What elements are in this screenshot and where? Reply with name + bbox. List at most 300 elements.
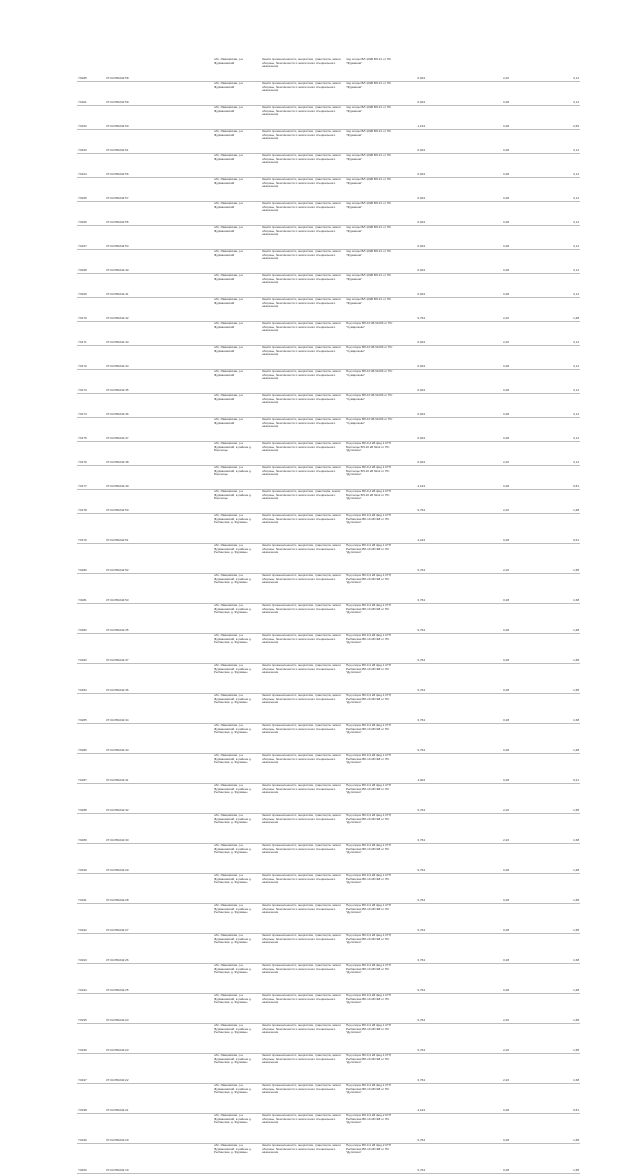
- cadastral-number-cell: 37:04:050242:41: [105, 274, 155, 298]
- rate-cell: 0,28: [484, 844, 510, 874]
- location-cell: обл. Ивановская, р-н Фурмановский, в районе д. Рыбинская, д. Фурманы: [213, 1144, 261, 1174]
- permitted-use-cell: Под опоры ВЛ-0,4 кВ фид.1 КТП Рыбинская ВЛ-10 кВ №8 от ПС "Дуляпино": [345, 724, 401, 754]
- land-category-cell: Земли промышленности, энергетики, транспорта, земли обороны, безопасности и земли иного специального назначения: [261, 724, 345, 754]
- table-row: [77, 370, 580, 394]
- row-number-cell: Y0192: [77, 904, 105, 934]
- area-cell: 0,004: [401, 82, 426, 106]
- row-number-cell: Y0191: [77, 874, 105, 904]
- row-number-cell: Y0183: [77, 634, 105, 664]
- spacer-cell: [155, 904, 213, 934]
- area-cell: 0,004: [401, 442, 426, 466]
- rate-cell: 2,20: [484, 1024, 510, 1054]
- cadastral-number-cell: 37:04:050242:55: [105, 202, 155, 226]
- row-number-cell: Y0177: [77, 466, 105, 490]
- area-cell: 0,764: [401, 934, 426, 964]
- cadastral-number-cell: 37:04:050242:56: [105, 154, 155, 178]
- area-cell: 0,764: [401, 1054, 426, 1084]
- spacer-cell: [426, 844, 484, 874]
- location-cell: обл. Ивановская, р-н Фурмановский, в районе д. Рыбинская, д. Фурманы: [213, 754, 261, 784]
- spacer-cell: [155, 664, 213, 694]
- land-category-cell: Земли промышленности, энергетики, транспорта, земли обороны, безопасности и земли иного специального назначения: [261, 994, 345, 1024]
- cadastral-number-cell: 37:04:050242:52: [105, 544, 155, 574]
- spacer-cell: [426, 58, 484, 82]
- spacer-cell: [510, 154, 556, 178]
- rate-cell: 0,28: [484, 1114, 510, 1144]
- permitted-use-cell: Под опоры ВЛ-0,4 кВ фид.1 КТП Рыбинская ВЛ-10 кВ №8 от ПС "Дуляпино": [345, 694, 401, 724]
- spacer-cell: [155, 1024, 213, 1054]
- land-category-cell: Земли промышленности, энергетики, транспорта, земли обороны, безопасности и земли иного специального назначения: [261, 178, 345, 202]
- spacer-cell: [426, 994, 484, 1024]
- spacer-cell: [426, 1144, 484, 1174]
- row-number-cell: Y0198: [77, 1084, 105, 1114]
- row-number-cell: Y0187: [77, 754, 105, 784]
- row-number-cell: Y0182: [77, 604, 105, 634]
- rate-cell: 2,20: [484, 1054, 510, 1084]
- cadastral-number-cell: 37:04:050242:57: [105, 178, 155, 202]
- spacer-cell: [155, 106, 213, 130]
- spacer-cell: [510, 322, 556, 346]
- amount-cell: 1,68: [556, 904, 580, 934]
- row-number-cell: Y0195: [77, 994, 105, 1024]
- permitted-use-cell: Под опоры ВЛ-0,4 кВ фид.1 КТП Рыбинская ВЛ-10 кВ №8 от ПС "Дуляпино": [345, 844, 401, 874]
- cadastral-number-cell: 37:04:050242:61: [105, 130, 155, 154]
- spacer-cell: [510, 934, 556, 964]
- table-row: [77, 604, 580, 634]
- row-number-cell: Y0193: [77, 934, 105, 964]
- area-cell: 1,164: [401, 106, 426, 130]
- area-cell: 0,764: [401, 1144, 426, 1174]
- spacer-cell: [426, 1024, 484, 1054]
- table-row: [77, 664, 580, 694]
- cadastral-number-cell: 37:04:050242:35: [105, 604, 155, 634]
- spacer-cell: [426, 490, 484, 514]
- area-cell: 4,164: [401, 1084, 426, 1114]
- spacer-cell: [426, 394, 484, 418]
- spacer-cell: [426, 754, 484, 784]
- land-category-cell: Земли промышленности, энергетики, транспорта, земли обороны, безопасности и земли иного специального назначения: [261, 1144, 345, 1174]
- row-number-cell: Y0171: [77, 322, 105, 346]
- spacer-cell: [426, 106, 484, 130]
- spacer-cell: [510, 574, 556, 604]
- row-number-cell: Y0170: [77, 298, 105, 322]
- area-cell: 0,004: [401, 58, 426, 82]
- land-category-cell: Земли промышленности, энергетики, транспорта, земли обороны, безопасности и земли иного специального назначения: [261, 106, 345, 130]
- area-cell: 0,004: [401, 202, 426, 226]
- cadastral-number-cell: 37:04:050242:33: [105, 724, 155, 754]
- permitted-use-cell: под опоры ВЛ-10кВ ВЛ-21 от ПС "Фурманов": [345, 106, 401, 130]
- spacer-cell: [510, 1144, 556, 1174]
- row-number-cell: Y0200: [77, 1144, 105, 1174]
- spacer-cell: [155, 814, 213, 844]
- spacer-cell: [510, 106, 556, 130]
- rate-cell: 2,20: [484, 298, 510, 322]
- spacer-cell: [155, 490, 213, 514]
- cadastral-number-cell: 37:04:050242:31: [105, 754, 155, 784]
- permitted-use-cell: под опоры ВЛ-10кВ ВЛ-21 от ПС "Фурманов": [345, 250, 401, 274]
- table-row: [77, 322, 580, 346]
- area-cell: 0,764: [401, 724, 426, 754]
- area-cell: 0,764: [401, 814, 426, 844]
- cadastral-number-cell: 37:04:050242:28: [105, 874, 155, 904]
- land-category-cell: Земли промышленности, энергетики, транспорта, земли обороны, безопасности и земли иного специального назначения: [261, 1024, 345, 1054]
- cadastral-number-cell: 37:04:050242:23: [105, 1024, 155, 1054]
- cadastral-number-cell: 37:04:050242:54: [105, 226, 155, 250]
- cadastral-number-cell: 37:04:050242:43: [105, 322, 155, 346]
- row-number-cell: Y0188: [77, 784, 105, 814]
- row-number-cell: Y0185: [77, 58, 105, 82]
- area-cell: 0,764: [401, 874, 426, 904]
- spacer-cell: [510, 814, 556, 844]
- spacer-cell: [155, 226, 213, 250]
- location-cell: обл. Ивановская, р-н Фурмановский, в районе д. Рыбинская, д. Фурманы: [213, 544, 261, 574]
- permitted-use-cell: Под опоры ВЛ-0,4 кВ фид.1 КТП Рыбинская ВЛ-10 кВ №8 от ПС "Дуляпино": [345, 814, 401, 844]
- land-category-cell: Земли промышленности, энергетики, транспорta, земли обороны, безопасности и земли иного специального назначения: [261, 490, 345, 514]
- location-cell: обл. Ивановская, р-н Фурмановский: [213, 154, 261, 178]
- land-category-cell: Земли промышленности, энергетики, транспорта, земли обороны, безопасности и земли иного специального назначения: [261, 844, 345, 874]
- spacer-cell: [155, 994, 213, 1024]
- spacer-cell: [426, 418, 484, 442]
- land-category-cell: Земли промышленности, энергетики, транспорта, земли обороны, безопасности и земли иного специального назначения: [261, 226, 345, 250]
- spacer-cell: [510, 724, 556, 754]
- area-cell: 0,764: [401, 1114, 426, 1144]
- cadastral-number-cell: 37:04:050242:37: [105, 634, 155, 664]
- table-row: [77, 82, 580, 106]
- land-registry-table: [77, 58, 580, 1174]
- table-row: [77, 298, 580, 322]
- row-number-cell: Y0190: [77, 844, 105, 874]
- table-row: [77, 964, 580, 994]
- spacer-cell: [510, 418, 556, 442]
- spacer-cell: [155, 1054, 213, 1084]
- amount-cell: 1,68: [556, 604, 580, 634]
- spacer-cell: [155, 298, 213, 322]
- spacer-cell: [510, 874, 556, 904]
- spacer-cell: [510, 202, 556, 226]
- cadastral-number-cell: 37:04:050242:25: [105, 964, 155, 994]
- spacer-cell: [155, 694, 213, 724]
- location-cell: обл. Ивановская, р-н Фурмановский: [213, 106, 261, 130]
- spacer-cell: [510, 130, 556, 154]
- amount-cell: 1,68: [556, 664, 580, 694]
- spacer-cell: [426, 370, 484, 394]
- spacer-cell: [426, 154, 484, 178]
- spacer-cell: [426, 784, 484, 814]
- amount-cell: 1,68: [556, 844, 580, 874]
- rate-cell: 2,20: [484, 322, 510, 346]
- land-category-cell: Земли промышленности, энергетики, транспорта, земли обороны, безопасности и земли иного специального назначения: [261, 346, 345, 370]
- spacer-cell: [510, 226, 556, 250]
- spacer-cell: [510, 250, 556, 274]
- cadastral-number-cell: 37:04:050242:49: [105, 466, 155, 490]
- spacer-cell: [510, 604, 556, 634]
- spacer-cell: [155, 874, 213, 904]
- location-cell: обл. Ивановская, р-н Фурмановский, в районе д. Рыбинская, д. Фурманы: [213, 574, 261, 604]
- land-category-cell: Земли промышленности, энергетики, транспорта, земли обороны, безопасности и земли иного специального назначения: [261, 130, 345, 154]
- land-category-cell: Земли промышленности, энергетики, транспорта, земли обороны, безопасности и земли иного специального назначения: [261, 784, 345, 814]
- land-category-cell: Земли промышленности, энергетики, транспорта, земли обороны, безопасности и земли иного специального назначения: [261, 82, 345, 106]
- spacer-cell: [426, 178, 484, 202]
- row-number-cell: Y0164: [77, 154, 105, 178]
- area-cell: 0,764: [401, 604, 426, 634]
- amount-cell: 1,68: [556, 1054, 580, 1084]
- spacer-cell: [155, 178, 213, 202]
- land-category-cell: Земли промышленности, энергетики, транспорта, земли обороны, безопасности и земли иного специального назначения: [261, 442, 345, 466]
- spacer-cell: [510, 466, 556, 490]
- rate-cell: 2,20: [484, 442, 510, 466]
- location-cell: обл. Ивановская, р-н Фурмановский, в районе д. Рыбинская, д. Фурманы: [213, 694, 261, 724]
- table-row: [77, 178, 580, 202]
- row-number-cell: Y0173: [77, 370, 105, 394]
- amount-cell: 1,68: [556, 994, 580, 1024]
- table-row: [77, 904, 580, 934]
- amount-cell: 0,11: [556, 250, 580, 274]
- row-number-cell: Y0197: [77, 1054, 105, 1084]
- land-category-cell: Земли промышленности, энергетики, транспорта, земли обороны, безопасности и земли иного специального назначения: [261, 154, 345, 178]
- area-cell: 0,004: [401, 250, 426, 274]
- spacer-cell: [510, 346, 556, 370]
- row-number-cell: Y0161: [77, 82, 105, 106]
- spacer-cell: [155, 934, 213, 964]
- spacer-cell: [426, 250, 484, 274]
- amount-cell: 0,11: [556, 418, 580, 442]
- cadastral-number-cell: 37:04:050242:51: [105, 514, 155, 544]
- land-category-cell: Земли промышленности, энергетики, транспорта, земли обороны, безопасности и земли иного специального назначения: [261, 370, 345, 394]
- table-row: [77, 724, 580, 754]
- spacer-cell: [426, 1084, 484, 1114]
- land-category-cell: Земли промышленности, энергетики, транспорта, земли обороны, безопасности и земли иного специального назначения: [261, 250, 345, 274]
- location-cell: обл. Ивановская, р-н Фурмановский: [213, 394, 261, 418]
- spacer-cell: [155, 634, 213, 664]
- cadastral-number-cell: 37:04:050242:21: [105, 1084, 155, 1114]
- spacer-cell: [426, 814, 484, 844]
- permitted-use-cell: под опоры ВЛ-10кВ ВЛ-21 от ПС "Фурманов": [345, 154, 401, 178]
- table-row: [77, 784, 580, 814]
- permitted-use-cell: Под опоры ВЛ-0,4 кВ фид.1 КТП Рыбинская ВЛ-10 кВ №8 от ПС "Дуляпино": [345, 874, 401, 904]
- area-cell: 0,004: [401, 322, 426, 346]
- spacer-cell: [155, 1084, 213, 1114]
- row-number-cell: Y0178: [77, 490, 105, 514]
- rate-cell: 0,28: [484, 874, 510, 904]
- cadastral-number-cell: 37:04:050242:27: [105, 904, 155, 934]
- spacer-cell: [155, 442, 213, 466]
- permitted-use-cell: Под опоры ВЛ-0,4 кВ фид.1 КТП Рыбинская ВЛ-10 кВ №8 от ПС "Дуляпино": [345, 664, 401, 694]
- amount-cell: 1,68: [556, 1024, 580, 1054]
- amount-cell: 0,11: [556, 154, 580, 178]
- land-category-cell: Земли промышленности, энергетики, транспорта, земли обороны, безопасности и земли иного специального назначения: [261, 418, 345, 442]
- row-number-cell: Y0162: [77, 106, 105, 130]
- amount-cell: 1,68: [556, 814, 580, 844]
- location-cell: обл. Ивановская, р-н Фурмановский, в районе д. Рыбинская, д. Фурманы: [213, 1054, 261, 1084]
- land-category-cell: Земли промышленности, энергетики, транспорта, земли обороны, безопасности и земли иного специального назначения: [261, 874, 345, 904]
- rate-cell: 0,28: [484, 202, 510, 226]
- amount-cell: 1,68: [556, 544, 580, 574]
- spacer-cell: [155, 1144, 213, 1174]
- spacer-cell: [155, 784, 213, 814]
- location-cell: обл. Ивановская, р-н Фурмановский: [213, 178, 261, 202]
- table-row: [77, 226, 580, 250]
- rate-cell: 0,28: [484, 574, 510, 604]
- row-number-cell: Y0179: [77, 514, 105, 544]
- location-cell: обл. Ивановская, р-н Фурмановский: [213, 250, 261, 274]
- rate-cell: 2,20: [484, 814, 510, 844]
- amount-cell: 0,11: [556, 226, 580, 250]
- spacer-cell: [155, 544, 213, 574]
- row-number-cell: Y0172: [77, 346, 105, 370]
- table-row: [77, 490, 580, 514]
- location-cell: обл. Ивановская, р-н Фурмановский: [213, 298, 261, 322]
- cadastral-number-cell: 37:04:050242:20: [105, 1114, 155, 1144]
- rate-cell: 2,20: [484, 544, 510, 574]
- spacer-cell: [510, 1084, 556, 1114]
- spacer-cell: [155, 604, 213, 634]
- amount-cell: 1,68: [556, 694, 580, 724]
- area-cell: 4,224: [401, 514, 426, 544]
- spacer-cell: [155, 250, 213, 274]
- table-row: [77, 346, 580, 370]
- location-cell: обл. Ивановская, р-н Фурмановский, в районе д. Рыбинская, д. Фурманы: [213, 1114, 261, 1144]
- amount-cell: 0,11: [556, 394, 580, 418]
- permitted-use-cell: под опоры ВЛ-10кВ ВЛ-21 от ПС "Фурманов": [345, 298, 401, 322]
- spacer-cell: [510, 58, 556, 82]
- land-category-cell: Земли промышленности, энергетики, транспорта, земли обороны, безопасности и земли иного специального назначения: [261, 574, 345, 604]
- land-category-cell: Земли промышленности, энергетики, транспорта, земли обороны, безопасности и земли иного специального назначения: [261, 694, 345, 724]
- location-cell: обл. Ивановская, р-н Фурмановский, в районе д. Рыбинская, д. Фурманы: [213, 664, 261, 694]
- area-cell: 0,004: [401, 154, 426, 178]
- area-cell: 0,764: [401, 994, 426, 1024]
- cadastral-number-cell: 37:04:050242:48: [105, 442, 155, 466]
- location-cell: обл. Ивановская, р-н Фурмановский, в районе д. Рыбинская, д. Фурманы: [213, 964, 261, 994]
- cadastral-number-cell: 37:04:050242:45: [105, 370, 155, 394]
- table-row: [77, 874, 580, 904]
- cadastral-number-cell: 37:04:050242:53: [105, 574, 155, 604]
- area-cell: 4,004: [401, 754, 426, 784]
- spacer-cell: [426, 226, 484, 250]
- rate-cell: 0,28: [484, 964, 510, 994]
- permitted-use-cell: Под опоры ВЛ-0,4 кВ фид.1 КТП Рыбинская ВЛ-10 кВ №8 от ПС "Дуляпино": [345, 1024, 401, 1054]
- spacer-cell: [155, 346, 213, 370]
- table-row: [77, 1084, 580, 1114]
- cadastral-number-cell: 37:04:050242:40: [105, 250, 155, 274]
- spacer-cell: [426, 544, 484, 574]
- land-category-cell: Земли промышленности, энергетики, транспорта, земли обороны, безопасности и земли иного специального назначения: [261, 322, 345, 346]
- spacer-cell: [155, 274, 213, 298]
- spacer-cell: [155, 964, 213, 994]
- spacer-cell: [426, 514, 484, 544]
- location-cell: обл. Ивановская, р-н Фурмановский: [213, 322, 261, 346]
- permitted-use-cell: Под опоры ВЛ-0,4 кВ фид.1 КТП Рыбинская ВЛ-10 кВ №8 от ПС "Дуляпино": [345, 1084, 401, 1114]
- location-cell: обл. Ивановская, р-н Фурмановский: [213, 418, 261, 442]
- spacer-cell: [510, 490, 556, 514]
- rate-cell: 0,28: [484, 904, 510, 934]
- cadastral-number-cell: 37:04:050242:22: [105, 1054, 155, 1084]
- location-cell: обл. Ивановская, р-н Фурмановский, в районе д. Рыбинская, д. Фурманы: [213, 604, 261, 634]
- area-cell: 0,764: [401, 904, 426, 934]
- land-category-cell: Земли промышленности, энергетики, транспорта, земли обороны, безопасности и земли иного специального назначения: [261, 274, 345, 298]
- land-category-cell: Земли промышленности, энергетики, транспорта, земли обороны, безопасности и земли иного специального назначения: [261, 664, 345, 694]
- rate-cell: 0,28: [484, 418, 510, 442]
- location-cell: обл. Ивановская, р-н Фурмановский: [213, 370, 261, 394]
- row-number-cell: Y0169: [77, 274, 105, 298]
- land-category-cell: Земли промышленности, энергетики, транспорта, земли обороны, безопасности и земли иного специального назначения: [261, 1054, 345, 1084]
- area-cell: 0,764: [401, 574, 426, 604]
- table-row: [77, 514, 580, 544]
- amount-cell: 1,68: [556, 298, 580, 322]
- spacer-cell: [155, 514, 213, 544]
- spacer-cell: [510, 1024, 556, 1054]
- table-row: [77, 466, 580, 490]
- amount-cell: 0,11: [556, 442, 580, 466]
- cadastral-number-cell: 37:04:050242:26: [105, 934, 155, 964]
- spacer-cell: [426, 130, 484, 154]
- table-row: [77, 58, 580, 82]
- spacer-cell: [155, 130, 213, 154]
- spacer-cell: [510, 784, 556, 814]
- spacer-cell: [155, 754, 213, 784]
- permitted-use-cell: Под опоры ВЛ-0,4 кВ фид.1 КТП Бортницы ВЛ-10 кВ №12 от ПС "Дуляпино": [345, 490, 401, 514]
- spacer-cell: [426, 634, 484, 664]
- rate-cell: 0,28: [484, 250, 510, 274]
- permitted-use-cell: под опоры ВЛ-10кВ ВЛ-21 от ПС "Фурманов": [345, 130, 401, 154]
- amount-cell: 1,68: [556, 574, 580, 604]
- permitted-use-cell: под опоры ВЛ-10кВ ВЛ-21 от ПС "Фурманов": [345, 58, 401, 82]
- area-cell: 0,004: [401, 418, 426, 442]
- land-category-cell: Земли промышленности, энергетики, транспорта, земли обороны, безопасности и земли иного специального назначения: [261, 1084, 345, 1114]
- cadastral-number-cell: 37:04:050242:29: [105, 844, 155, 874]
- table-row: [77, 274, 580, 298]
- permitted-use-cell: Под опоры ВЛ-0,4 кВ фид.1 КТП Рыбинская ВЛ-10 кВ №8 от ПС "Дуляпино": [345, 604, 401, 634]
- table-row: [77, 1144, 580, 1174]
- permitted-use-cell: Под опоры ВЛ-0,4 кВ фид.1 КТП Рыбинская ВЛ-10 кВ №8 от ПС "Дуляпино": [345, 784, 401, 814]
- rate-cell: 0,28: [484, 604, 510, 634]
- cadastral-number-cell: 37:04:050242:36: [105, 664, 155, 694]
- table-row: [77, 106, 580, 130]
- amount-cell: 0,11: [556, 178, 580, 202]
- rate-cell: 2,20: [484, 58, 510, 82]
- rate-cell: 0,28: [484, 724, 510, 754]
- spacer-cell: [510, 514, 556, 544]
- amount-cell: 0,11: [556, 58, 580, 82]
- spacer-cell: [426, 724, 484, 754]
- table-row: [77, 814, 580, 844]
- cadastral-number-cell: 37:04:050242:34: [105, 694, 155, 724]
- table-row: [77, 844, 580, 874]
- cadastral-number-cell: 37:04:050242:58: [105, 58, 155, 82]
- spacer-cell: [155, 370, 213, 394]
- rate-cell: 0,28: [484, 694, 510, 724]
- spacer-cell: [426, 1054, 484, 1084]
- spacer-cell: [155, 574, 213, 604]
- land-category-cell: Земли промышленности, энергетики, транспорта, земли обороны, безопасности и земли иного специального назначения: [261, 904, 345, 934]
- area-cell: 0,764: [401, 844, 426, 874]
- cadastral-number-cell: 37:04:050242:50: [105, 490, 155, 514]
- location-cell: обл. Ивановская, р-н Фурмановский, в районе д. Рыбинская, д. Фурманы: [213, 874, 261, 904]
- land-category-cell: Земли промышленности, энергетики, транспорта, земли обороны, безопасности и земли иного специального назначения: [261, 634, 345, 664]
- cadastral-number-cell: 37:04:050242:19: [105, 1144, 155, 1174]
- cadastral-number-cell: 37:04:050242:44: [105, 346, 155, 370]
- area-cell: 0,764: [401, 784, 426, 814]
- spacer-cell: [426, 904, 484, 934]
- location-cell: обл. Ивановская, р-н Фурмановский, в районе д. Рыбинская, д. Фурманы: [213, 724, 261, 754]
- location-cell: обл. Ивановская, р-н Фурмановский: [213, 226, 261, 250]
- amount-cell: 0,11: [556, 130, 580, 154]
- amount-cell: 1,68: [556, 874, 580, 904]
- location-cell: обл. Ивановская, р-н Фурмановский, в районе д. Бортницы: [213, 466, 261, 490]
- spacer-cell: [510, 370, 556, 394]
- land-category-cell: Земли промышленности, энергетики, транспорта, земли обороны, безопасности и земли иного специального назначения: [261, 544, 345, 574]
- spacer-cell: [155, 58, 213, 82]
- cadastral-number-cell: 37:04:050242:32: [105, 784, 155, 814]
- permitted-use-cell: Под опоры ВЛ-0,4 кВ фид.1 КТП Рыбинская ВЛ-10 кВ №8 от ПС "Дуляпино": [345, 964, 401, 994]
